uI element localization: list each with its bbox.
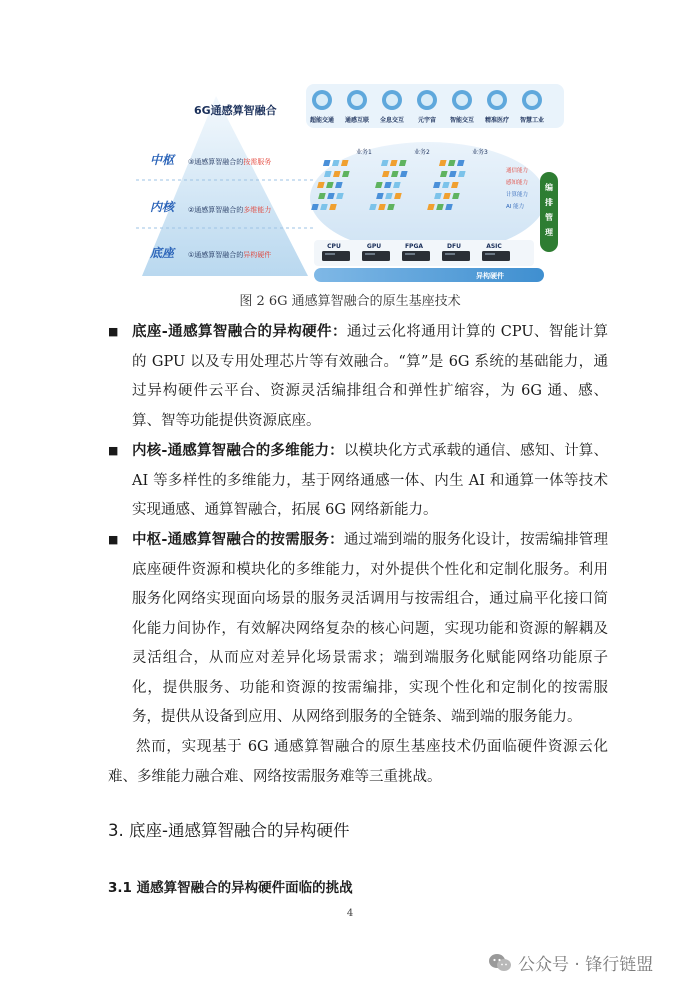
hardware-label: CPU [327, 243, 341, 250]
hardware-chip [402, 251, 430, 261]
bullet-core [108, 436, 608, 526]
hardware-chip [362, 251, 390, 261]
hardware-label: DFU [447, 243, 461, 250]
orchestration-char: 编 [545, 183, 553, 192]
body-paragraph: 然而，实现基于 6G 通感算智融合的原生基座技术仍面临硬件资源云化难、多维能力融合难、网络按需服务难等三重挑战。 [108, 739, 608, 785]
bullet-title: 底座-通感算智融合的异构硬件： [132, 323, 347, 340]
bullet-hub [108, 525, 608, 733]
bullet-title: 内核-通感算智融合的多维能力： [132, 442, 344, 459]
scenario-label: 超能交通 [309, 117, 335, 124]
scenario-label: 元宇宙 [417, 117, 437, 124]
layer-label-hub: 中枢 [150, 153, 175, 167]
bullet-base [108, 317, 608, 436]
hardware-chip [442, 251, 470, 261]
watermark-text: 公众号 · 锋行链盟 [518, 955, 654, 975]
hardware-label: FPGA [404, 243, 424, 250]
scenario-icon-inner [386, 94, 398, 106]
service-label: 业务1 [356, 149, 372, 156]
scenario-icon-inner [491, 94, 503, 106]
figure-title: 6G通感算智融合 [194, 104, 277, 117]
section-heading: 3. 底座-通感算智融合的异构硬件 [108, 821, 350, 840]
scenario-label: 智慧工业 [519, 117, 545, 124]
orchestration-char: 排 [545, 198, 553, 207]
scenario-icon-inner [456, 94, 468, 106]
hardware-chip-detail [445, 253, 455, 255]
hardware-chip [482, 251, 510, 261]
page-number: 4 [346, 908, 354, 919]
wechat-icon [488, 952, 512, 974]
layer-label-core: 内核 [150, 200, 175, 214]
layer-item-core: ②通感算智融合的多维能力 [188, 206, 272, 214]
architecture-diagram [136, 80, 566, 286]
service-cloud [310, 142, 546, 254]
scenario-label: 通感互联 [344, 117, 370, 124]
capability-sensing: 感知能力 [506, 180, 529, 186]
capability-communication: 通信能力 [506, 168, 529, 174]
service-label: 业务2 [414, 149, 430, 156]
architecture-figure [136, 80, 566, 286]
hardware-label: ASIC [486, 243, 502, 250]
hardware-chip [322, 251, 350, 261]
service-module [323, 160, 331, 166]
bullet-mark: ■ [108, 444, 119, 457]
scenario-icon-inner [351, 94, 363, 106]
bullet-text: 通过端到端的服务化设计，按需编排管理底座硬件资源和模块化的多维能力，对外提供个性化和定制化服务。利用服务化网络实现面向场景的服务灵活调用与按需组合，通过扁平化接口简化能力间协作，有效解决网络复杂的核心问题，实现功能和资源的解耦及灵活组合，从而应对差异化场景需求；端到端服务化赋能网络功能原子化，提供服务、功能和资源的按需编排，实现个性化和定制化的按需服务，提供从设备到应用、从网络到服务的全链条、端到端的服务能力。 [132, 532, 608, 725]
hardware-chip-detail [325, 253, 335, 255]
scenario-label: 智能交互 [449, 117, 475, 124]
service-label: 业务3 [472, 149, 488, 156]
figure-caption: 图 2 6G 通感算智融合的原生基座技术 [239, 294, 461, 309]
bullet-text: 通过云化将通用计算的 CPU、智能计算的 GPU 以及专用处理芯片等有效融合。“算”是 6G 系统的基础能力，通过异构硬件云平台、资源灵活编排组合和弹性扩缩容，为 6G 通、感、算、智等功能提供资源底座。 [132, 324, 608, 429]
bullet-mark: ■ [108, 325, 119, 338]
watermark [488, 950, 653, 975]
bullet-text: 以模块化方式承载的通信、感知、计算、AI 等多样性的多维能力，基于网络通感一体、内生 AI 和通算一体等技术实现通感、通算智融合，拓展 6G 网络新能力。 [132, 443, 608, 518]
scenario-icon-inner [316, 94, 328, 106]
hardware-chip-detail [365, 253, 375, 255]
capability-ai: AI 能力 [506, 204, 525, 210]
scenario-label: 全息交互 [379, 117, 405, 124]
orchestration-char: 管 [545, 213, 553, 222]
capability-computing: 计算能力 [506, 192, 529, 198]
orchestration-char: 理 [545, 228, 553, 237]
bullet-title: 中枢-通感算智融合的按需服务： [132, 531, 344, 548]
bullet-mark: ■ [108, 533, 119, 546]
scenario-label: 精准医疗 [484, 117, 510, 124]
hardware-chip-detail [405, 253, 415, 255]
scenario-icon-inner [526, 94, 538, 106]
hardware-chip-detail [485, 253, 495, 255]
hardware-label: GPU [366, 243, 382, 250]
subsection-heading: 3.1 通感算智融合的异构硬件面临的挑战 [108, 880, 353, 896]
scenario-icon-inner [421, 94, 433, 106]
layer-item-base: ①通感算智融合的异构硬件 [188, 251, 272, 259]
hardware-bar-label: 异构硬件 [476, 272, 504, 280]
layer-label-base: 底座 [150, 246, 175, 260]
hardware-bar [314, 268, 544, 282]
layer-item-hub: ③通感算智融合的按需服务 [188, 158, 272, 166]
